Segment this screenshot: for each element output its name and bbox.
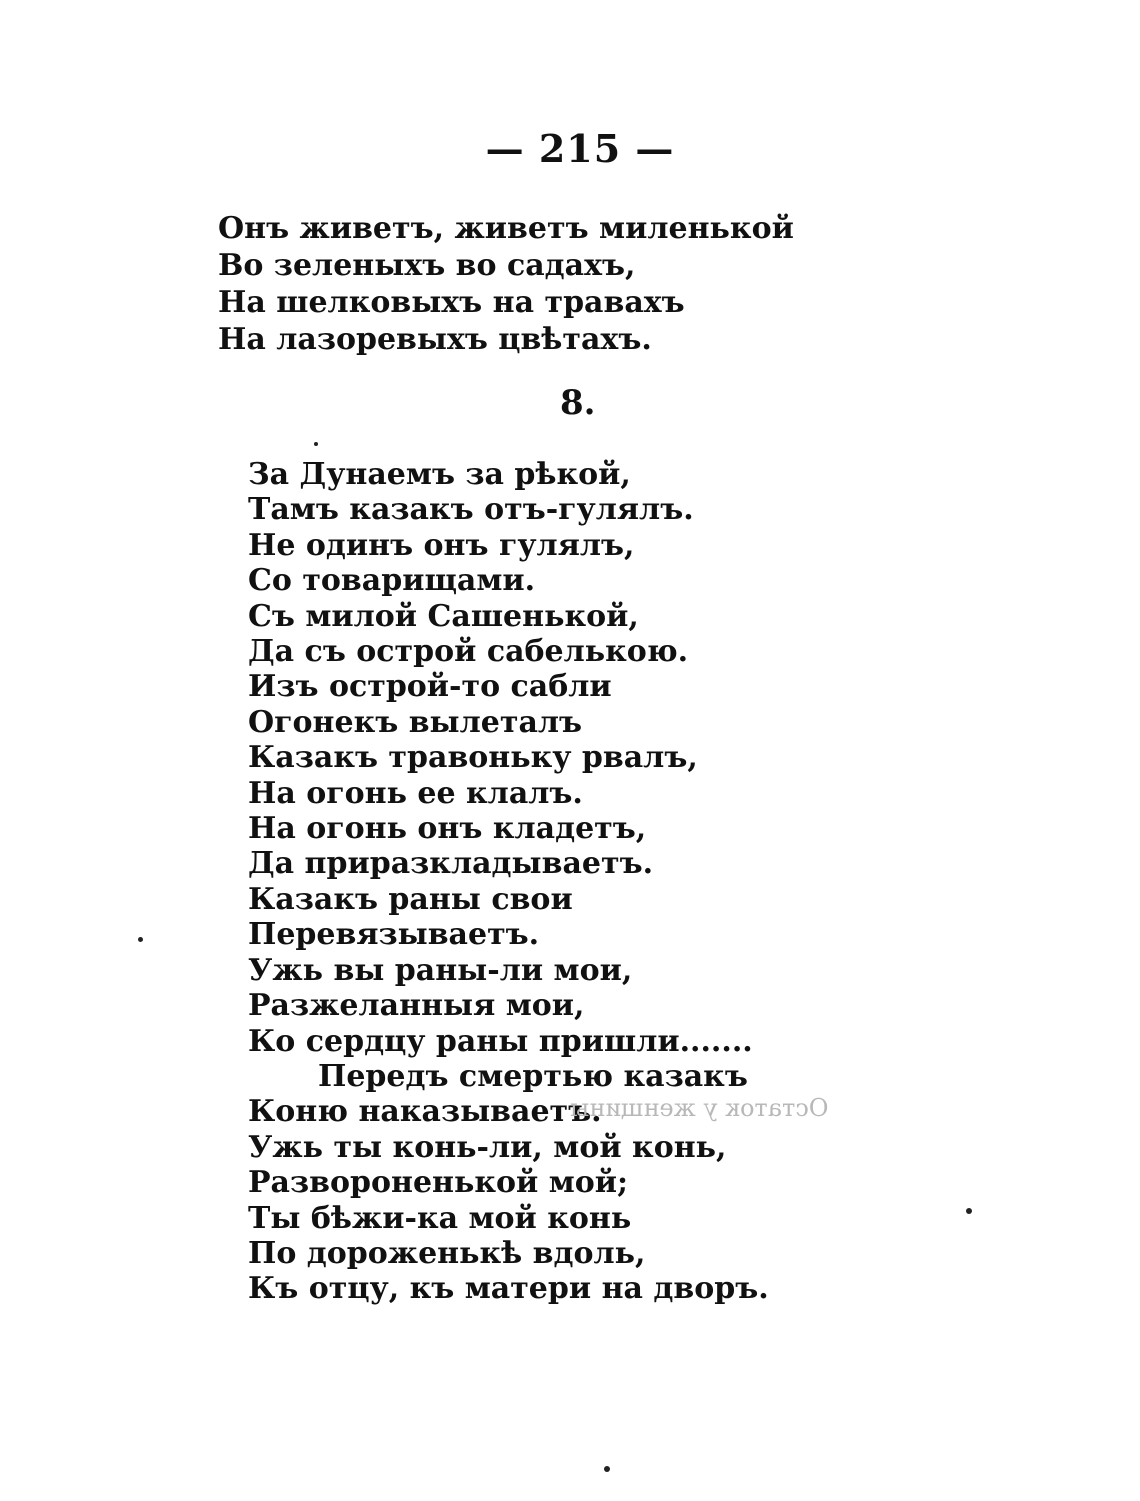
verse-line: По дороженькѣ вдоль, [248, 1235, 646, 1271]
verse-line: Не одинъ онъ гулялъ, [248, 527, 635, 563]
ink-speck [966, 1208, 972, 1214]
verse-line: Ты бѣжи-ка мой конь [248, 1200, 632, 1236]
verse-line: Перевязываетъ. [248, 917, 540, 953]
verse-line: Развороненькой мой; [248, 1165, 629, 1201]
verse-line: Разжеланныя мои, [248, 988, 585, 1024]
ink-speck [138, 937, 143, 942]
verse-line: Тамъ казакъ отъ-гулялъ. [248, 492, 694, 528]
verse-line: Огонекъ вылеталъ [248, 704, 583, 740]
verse-line: Коню наказываетъ. [248, 1094, 602, 1130]
verse-line: Изъ острой-то сабли [248, 669, 612, 705]
verse-line: Да приразкладываетъ. [248, 846, 654, 882]
verse-line: Казакъ раны свои [248, 881, 573, 917]
ink-speck [314, 442, 318, 446]
verse-line: Со товарищами. [248, 563, 536, 599]
verse-line: Ко сердцу раны пришли....... [248, 1023, 753, 1059]
verse-line: На лазоревыхъ цвѣтахъ. [218, 322, 652, 357]
section-number: 8. [560, 383, 596, 423]
verse-line: Казакъ травоньку рвалъ, [248, 740, 698, 776]
verse-line: На огонь ее клалъ. [248, 775, 583, 811]
verse-line: На шелковыхъ на травахъ [218, 285, 685, 320]
verse-line: Съ милой Сашенькой, [248, 598, 639, 634]
verse-line: За Дунаемъ за рѣкой, [248, 457, 631, 492]
verse-line: Во зеленыхъ во садахъ, [218, 248, 636, 283]
page-number: — 215 — [485, 126, 675, 171]
verse-line: Къ отцу, къ матери на дворъ. [248, 1271, 769, 1307]
poem-main [248, 457, 769, 1307]
verse-line: Передъ смертью казакъ [318, 1058, 748, 1094]
bleed-through-text: Остаток у женщины [570, 1094, 829, 1122]
poem-stanza-top [218, 210, 794, 358]
verse-line: Онъ живетъ, живетъ миленькой [218, 211, 794, 246]
verse-line: Ужь вы раны-ли мои, [248, 952, 633, 988]
verse-line: На огонь онъ кладетъ, [248, 811, 647, 847]
verse-line: Ужь ты конь-ли, мой конь, [248, 1129, 727, 1165]
verse-line: Да съ острой сабелькою. [248, 634, 689, 670]
ink-speck [604, 1466, 610, 1472]
